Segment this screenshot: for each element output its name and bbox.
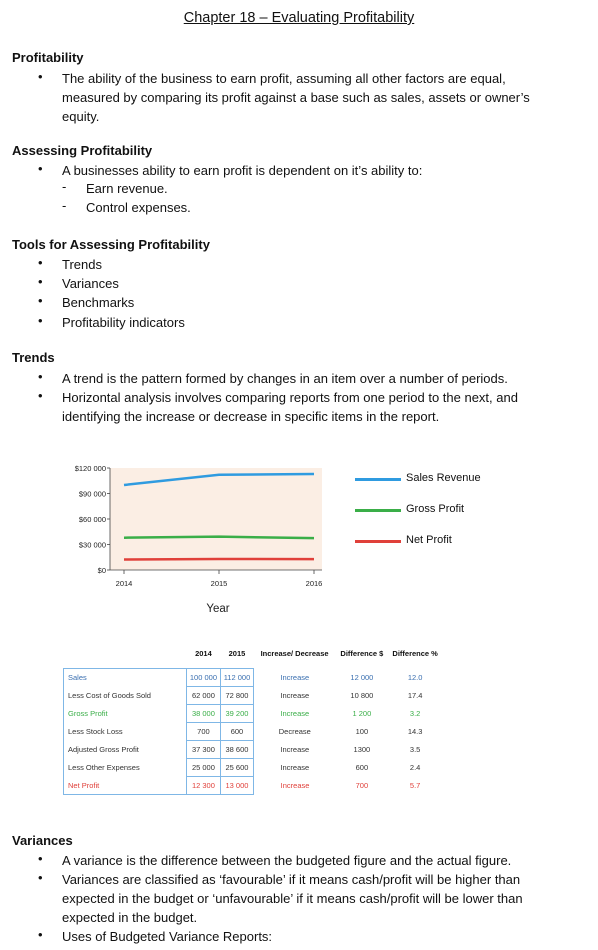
bullet-icon: • (38, 274, 43, 289)
table-row-label: Less Cost of Goods Sold (64, 687, 187, 705)
table-cell: 62 000 (187, 687, 221, 705)
table-cell: 13 000 (220, 777, 253, 795)
table-cell: 3.5 (409, 745, 421, 754)
table-cell: Increase (280, 781, 310, 790)
heading-tools: Tools for Assessing Profitability (12, 237, 210, 252)
heading-trends: Trends (12, 350, 55, 365)
bullet-icon: • (38, 255, 43, 270)
bullet-text: Horizontal analysis involves comparing reports from one period to the next, and identifying the increase or decrease in specific items in the report. (62, 390, 518, 424)
y-tick-label: $60 000 (78, 515, 106, 524)
y-tick-label: $120 000 (74, 464, 106, 473)
table-cell: 12 000 (350, 673, 374, 682)
bullet-icon: • (38, 69, 43, 84)
bullet-text: A businesses ability to earn profit is dependent on it’s ability to: (62, 163, 423, 178)
bullet-icon: • (38, 870, 43, 885)
table-row-label: Adjusted Gross Profit (64, 741, 187, 759)
table-cell: Increase (280, 709, 310, 718)
bullet-icon: • (38, 161, 43, 176)
table-cell: 25 600 (220, 759, 253, 777)
bullet-icon: • (38, 293, 43, 308)
bullet-icon: • (38, 369, 43, 384)
page-title: Chapter 18 – Evaluating Profitability (183, 10, 415, 26)
table-cell: 700 (355, 781, 369, 790)
table-cell: 38 600 (220, 741, 253, 759)
table-row (64, 687, 443, 705)
y-tick-label: $90 000 (78, 489, 106, 499)
dash-text: Control expenses. (86, 200, 191, 215)
table-cell: Decrease (278, 727, 311, 736)
x-tick-label: 2014 (115, 579, 133, 588)
x-tick-label: 2015 (210, 579, 228, 588)
table-cell: 1 200 (352, 709, 372, 718)
legend-label: Sales Revenue (406, 472, 481, 484)
table-row-label: Sales (64, 669, 187, 687)
table-cell: 12.0 (407, 673, 423, 682)
table-header-cell: Increase/ Decrease (260, 648, 329, 658)
table-row-label: Net Profit (64, 777, 187, 795)
bullet-text: Trends (62, 257, 102, 272)
dash-icon: - (62, 198, 67, 213)
table-cell: 17.4 (407, 691, 423, 700)
table-cell: 2.4 (409, 763, 421, 772)
bullet-text: Profitability indicators (62, 315, 185, 330)
dash-icon: - (62, 179, 67, 194)
legend-label: Gross Profit (406, 503, 465, 515)
table-cell: 5.7 (409, 781, 421, 790)
table-cell: Increase (280, 673, 310, 682)
bullet-icon: • (38, 388, 43, 403)
legend-swatch (355, 478, 401, 481)
table-cell: 25 000 (187, 759, 221, 777)
table-row-label: Less Stock Loss (64, 723, 187, 741)
horizontal-analysis-table (63, 638, 443, 795)
bullet-icon: • (38, 313, 43, 328)
table-row-label: Gross Profit (64, 705, 187, 723)
chart-legend (355, 470, 555, 560)
table-row (64, 741, 443, 759)
variances-bullets (0, 851, 598, 950)
table-cell: 3.2 (409, 709, 421, 718)
bullet-text: Benchmarks (62, 295, 135, 310)
bullet-text: A trend is the pattern formed by changes in an item over a number of periods. (62, 371, 508, 386)
table-header-cell (64, 638, 187, 669)
trends-bullets (0, 369, 598, 429)
table-header-row (64, 638, 443, 669)
table-row (64, 705, 443, 723)
legend-label: Net Profit (406, 534, 452, 546)
table-cell: 72 800 (220, 687, 253, 705)
heading-profitability: Profitability (12, 50, 84, 65)
table-cell: 14.3 (407, 727, 423, 736)
series-line-net-profit (124, 559, 314, 560)
bullet-text: A variance is the difference between the budgeted figure and the actual figure. (62, 853, 512, 868)
heading-assessing: Assessing Profitability (12, 143, 153, 158)
table-cell: 100 (355, 727, 369, 736)
series-line-gross-profit (124, 537, 314, 538)
y-tick-label: $0 (97, 566, 106, 575)
table-cell: 600 (220, 723, 253, 741)
table-cell: 112 000 (220, 669, 253, 687)
table-header-cell: Difference % (392, 648, 438, 658)
table-cell: 100 000 (187, 669, 221, 687)
table-cell: Increase (280, 691, 310, 700)
table-cell: 39 200 (220, 705, 253, 723)
legend-swatch (355, 509, 401, 512)
tools-bullets (0, 255, 598, 335)
table-cell: 37 300 (187, 741, 221, 759)
table-row-label: Less Other Expenses (64, 759, 187, 777)
table-cell: 600 (355, 763, 369, 772)
assessing-bullets (0, 161, 598, 221)
table-cell: 12 300 (187, 777, 221, 795)
bullet-icon: • (38, 927, 43, 942)
heading-variances: Variances (12, 833, 73, 848)
x-tick-label: 2016 (305, 579, 323, 588)
table-cell: 700 (187, 723, 221, 741)
bullet-text: Variances are classified as ‘favourable’ if it means cash/profit will be higher than expected in the budget or ‘unfavourable’ if it means cash/profit will be lower than expected in the budget. (62, 872, 523, 925)
x-axis-label: Year (206, 603, 230, 615)
table-header-cell: 2014 (195, 648, 212, 658)
table-cell: Increase (280, 763, 310, 772)
y-tick-label: $30 000 (78, 540, 106, 550)
bullet-text: The ability of the business to earn profit, assuming all other factors are equal, measured by comparing its profit against a base such as sales, assets or owner’s equity. (62, 71, 530, 124)
bullet-icon: • (38, 851, 43, 866)
table-row (64, 759, 443, 777)
table-cell: 38 000 (187, 705, 221, 723)
table-cell: 10 800 (350, 691, 374, 700)
legend-swatch (355, 540, 401, 543)
table-header-cell: Difference $ (340, 648, 384, 658)
table-cell: Increase (280, 745, 310, 754)
table-row (64, 723, 443, 741)
table-header-cell: 2015 (228, 648, 246, 658)
dash-text: Earn revenue. (86, 181, 168, 196)
table-row (64, 777, 443, 795)
bullet-text: Uses of Budgeted Variance Reports: (62, 929, 273, 944)
table-cell: 1300 (353, 745, 371, 754)
bullet-text: Variances (62, 276, 119, 291)
table-row (64, 669, 443, 687)
profitability-bullets (0, 69, 598, 129)
